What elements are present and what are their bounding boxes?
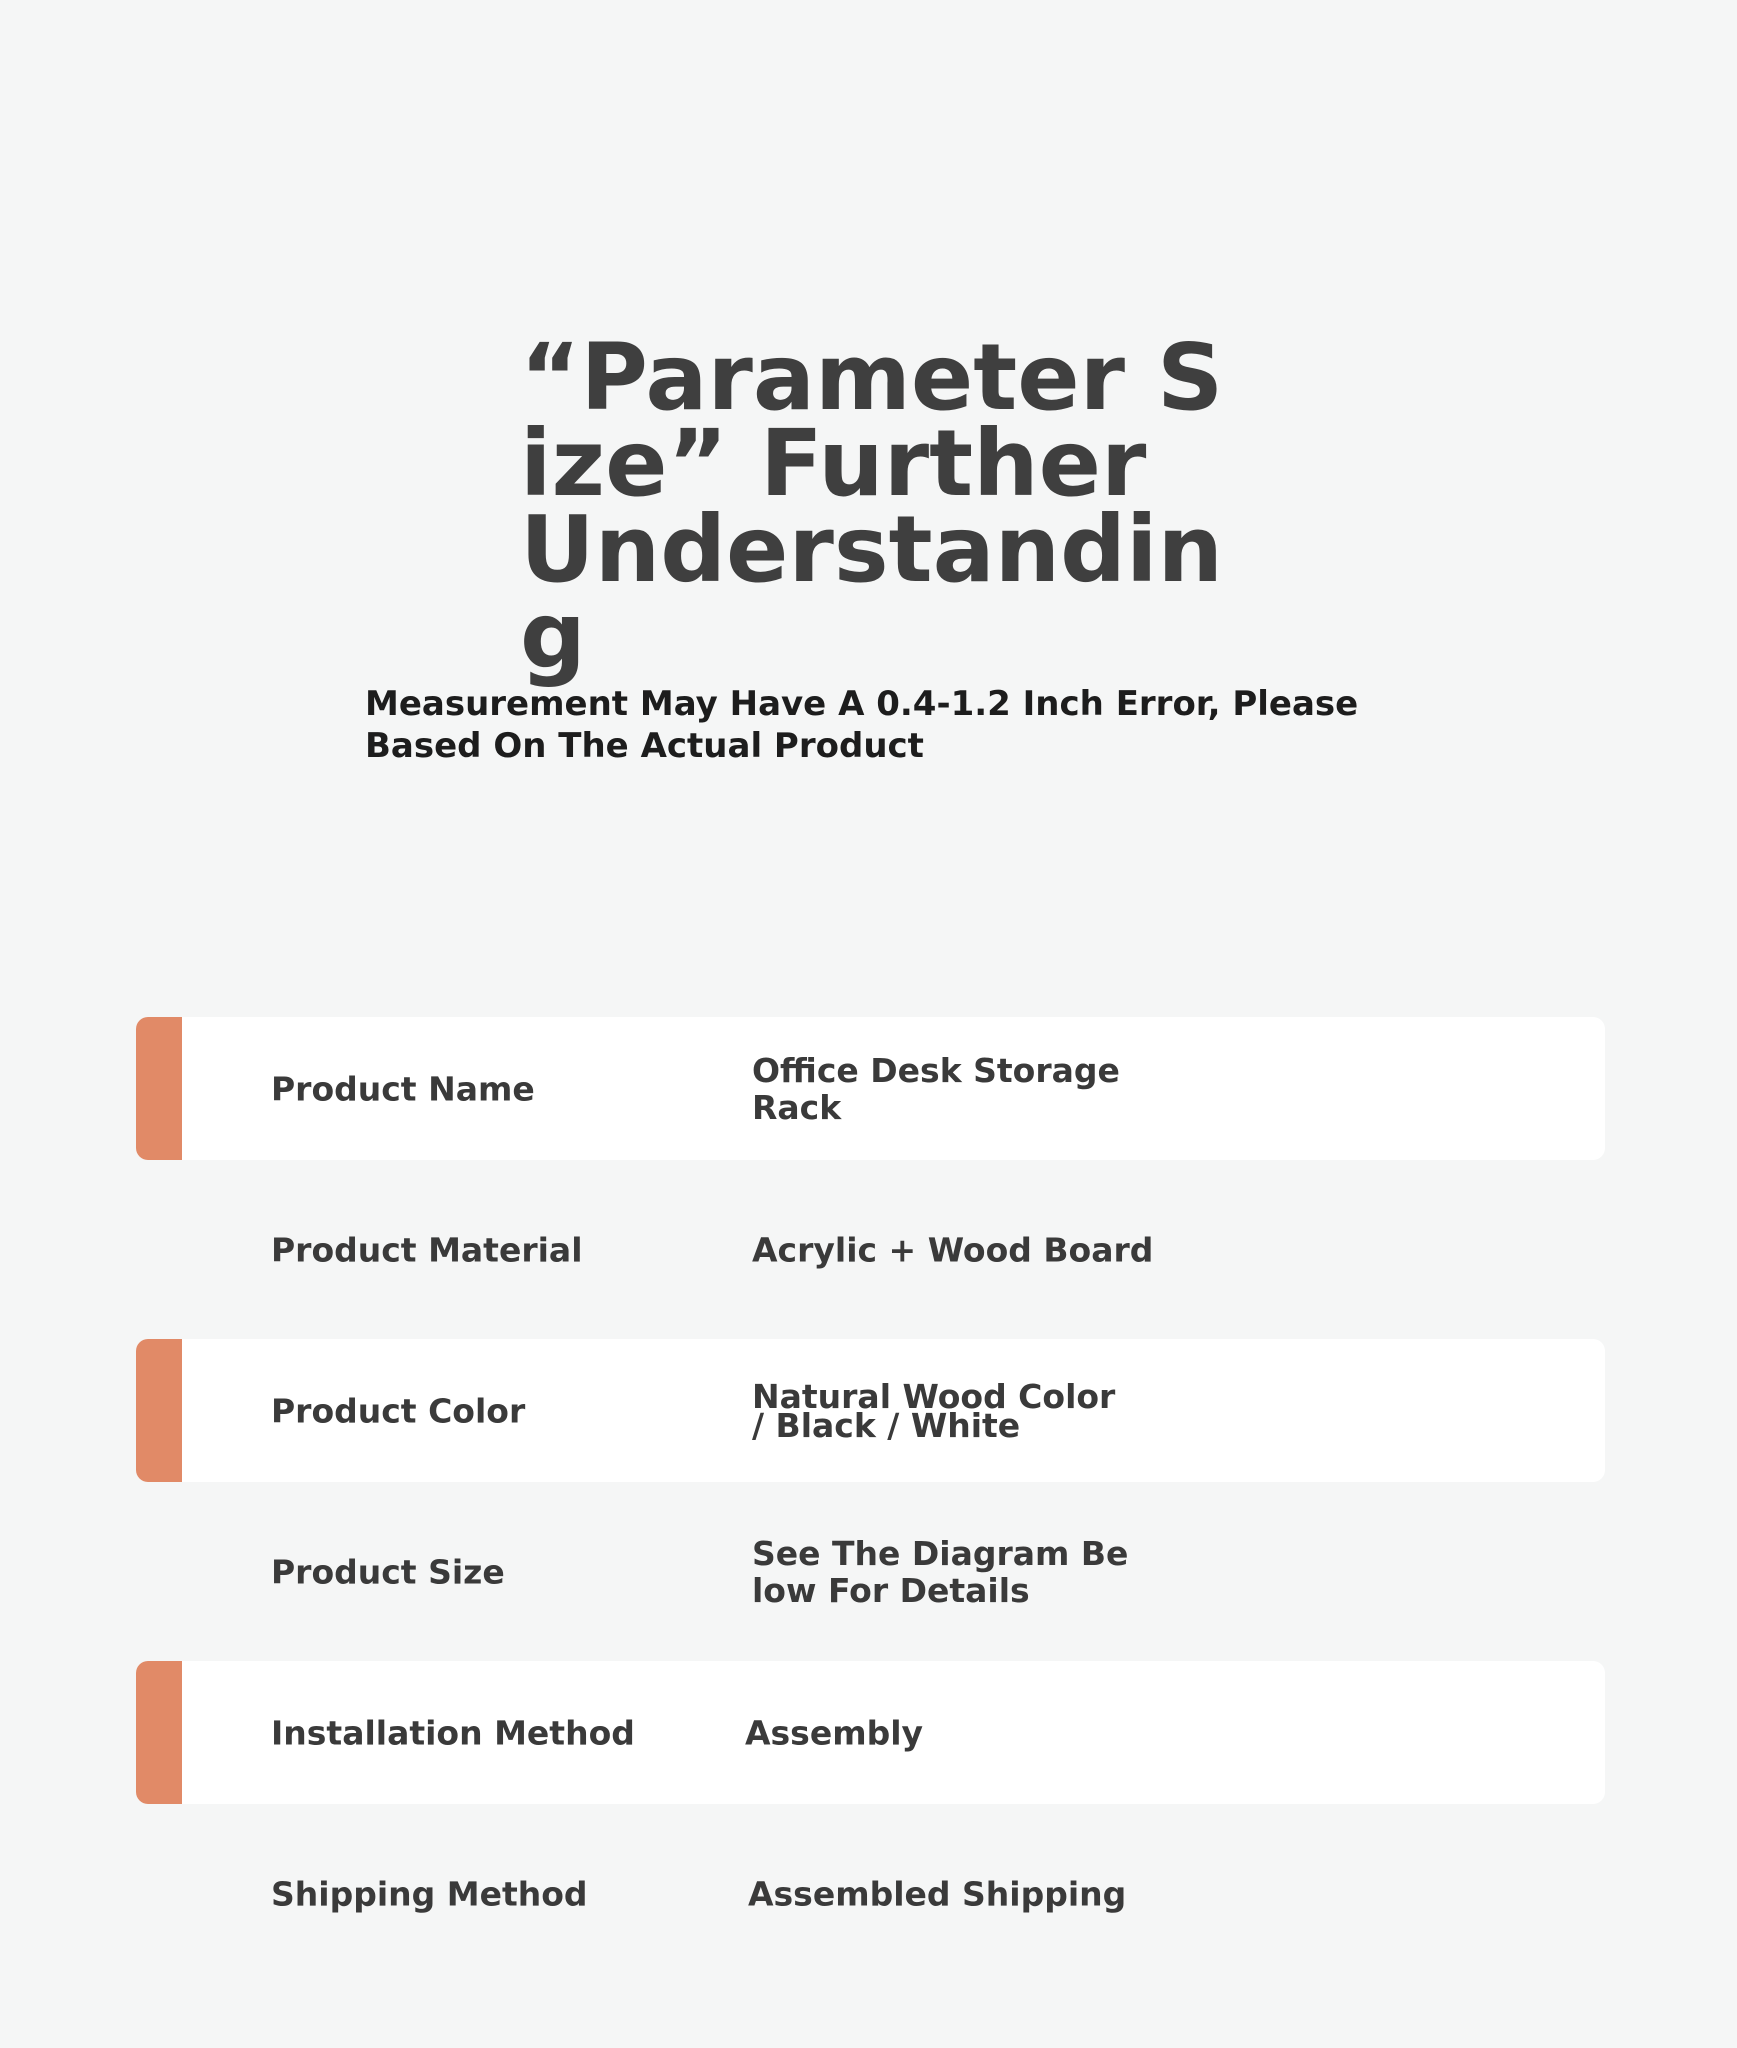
- spec-row-product-color: [136, 1339, 1605, 1482]
- row-accent-bar: [136, 1661, 182, 1804]
- spec-value: Natural Wood Color / Black / White: [752, 1376, 1116, 1445]
- page-title: “Parameter Size” Further Understanding: [520, 324, 1224, 689]
- spec-value: Assembly: [745, 1713, 924, 1752]
- spec-label: Shipping Method: [271, 1874, 588, 1913]
- spec-label: Product Name: [271, 1069, 535, 1108]
- spec-table: [136, 1017, 1605, 1983]
- spec-label: Product Color: [271, 1391, 526, 1430]
- row-accent-bar: [136, 1339, 182, 1482]
- spec-label: Product Material: [271, 1230, 583, 1269]
- spec-row-shipping-method: [136, 1822, 1605, 1965]
- spec-value: Assembled Shipping: [748, 1874, 1127, 1913]
- spec-label: Product Size: [271, 1552, 505, 1591]
- row-accent-bar: [136, 1017, 182, 1160]
- spec-value: See The Diagram Below For Details: [752, 1533, 1129, 1610]
- measurement-note: Measurement May Have A 0.4-1.2 Inch Error, Please Based On The Actual Product: [365, 684, 1359, 766]
- spec-row-installation-method: [136, 1661, 1605, 1804]
- spec-row-product-material: [136, 1178, 1605, 1321]
- spec-value: Acrylic + Wood Board: [752, 1230, 1154, 1269]
- spec-value: Office Desk Storage Rack: [752, 1050, 1120, 1127]
- spec-row-product-name: [136, 1017, 1605, 1160]
- spec-row-product-size: [136, 1500, 1605, 1643]
- spec-label: Installation Method: [271, 1713, 635, 1752]
